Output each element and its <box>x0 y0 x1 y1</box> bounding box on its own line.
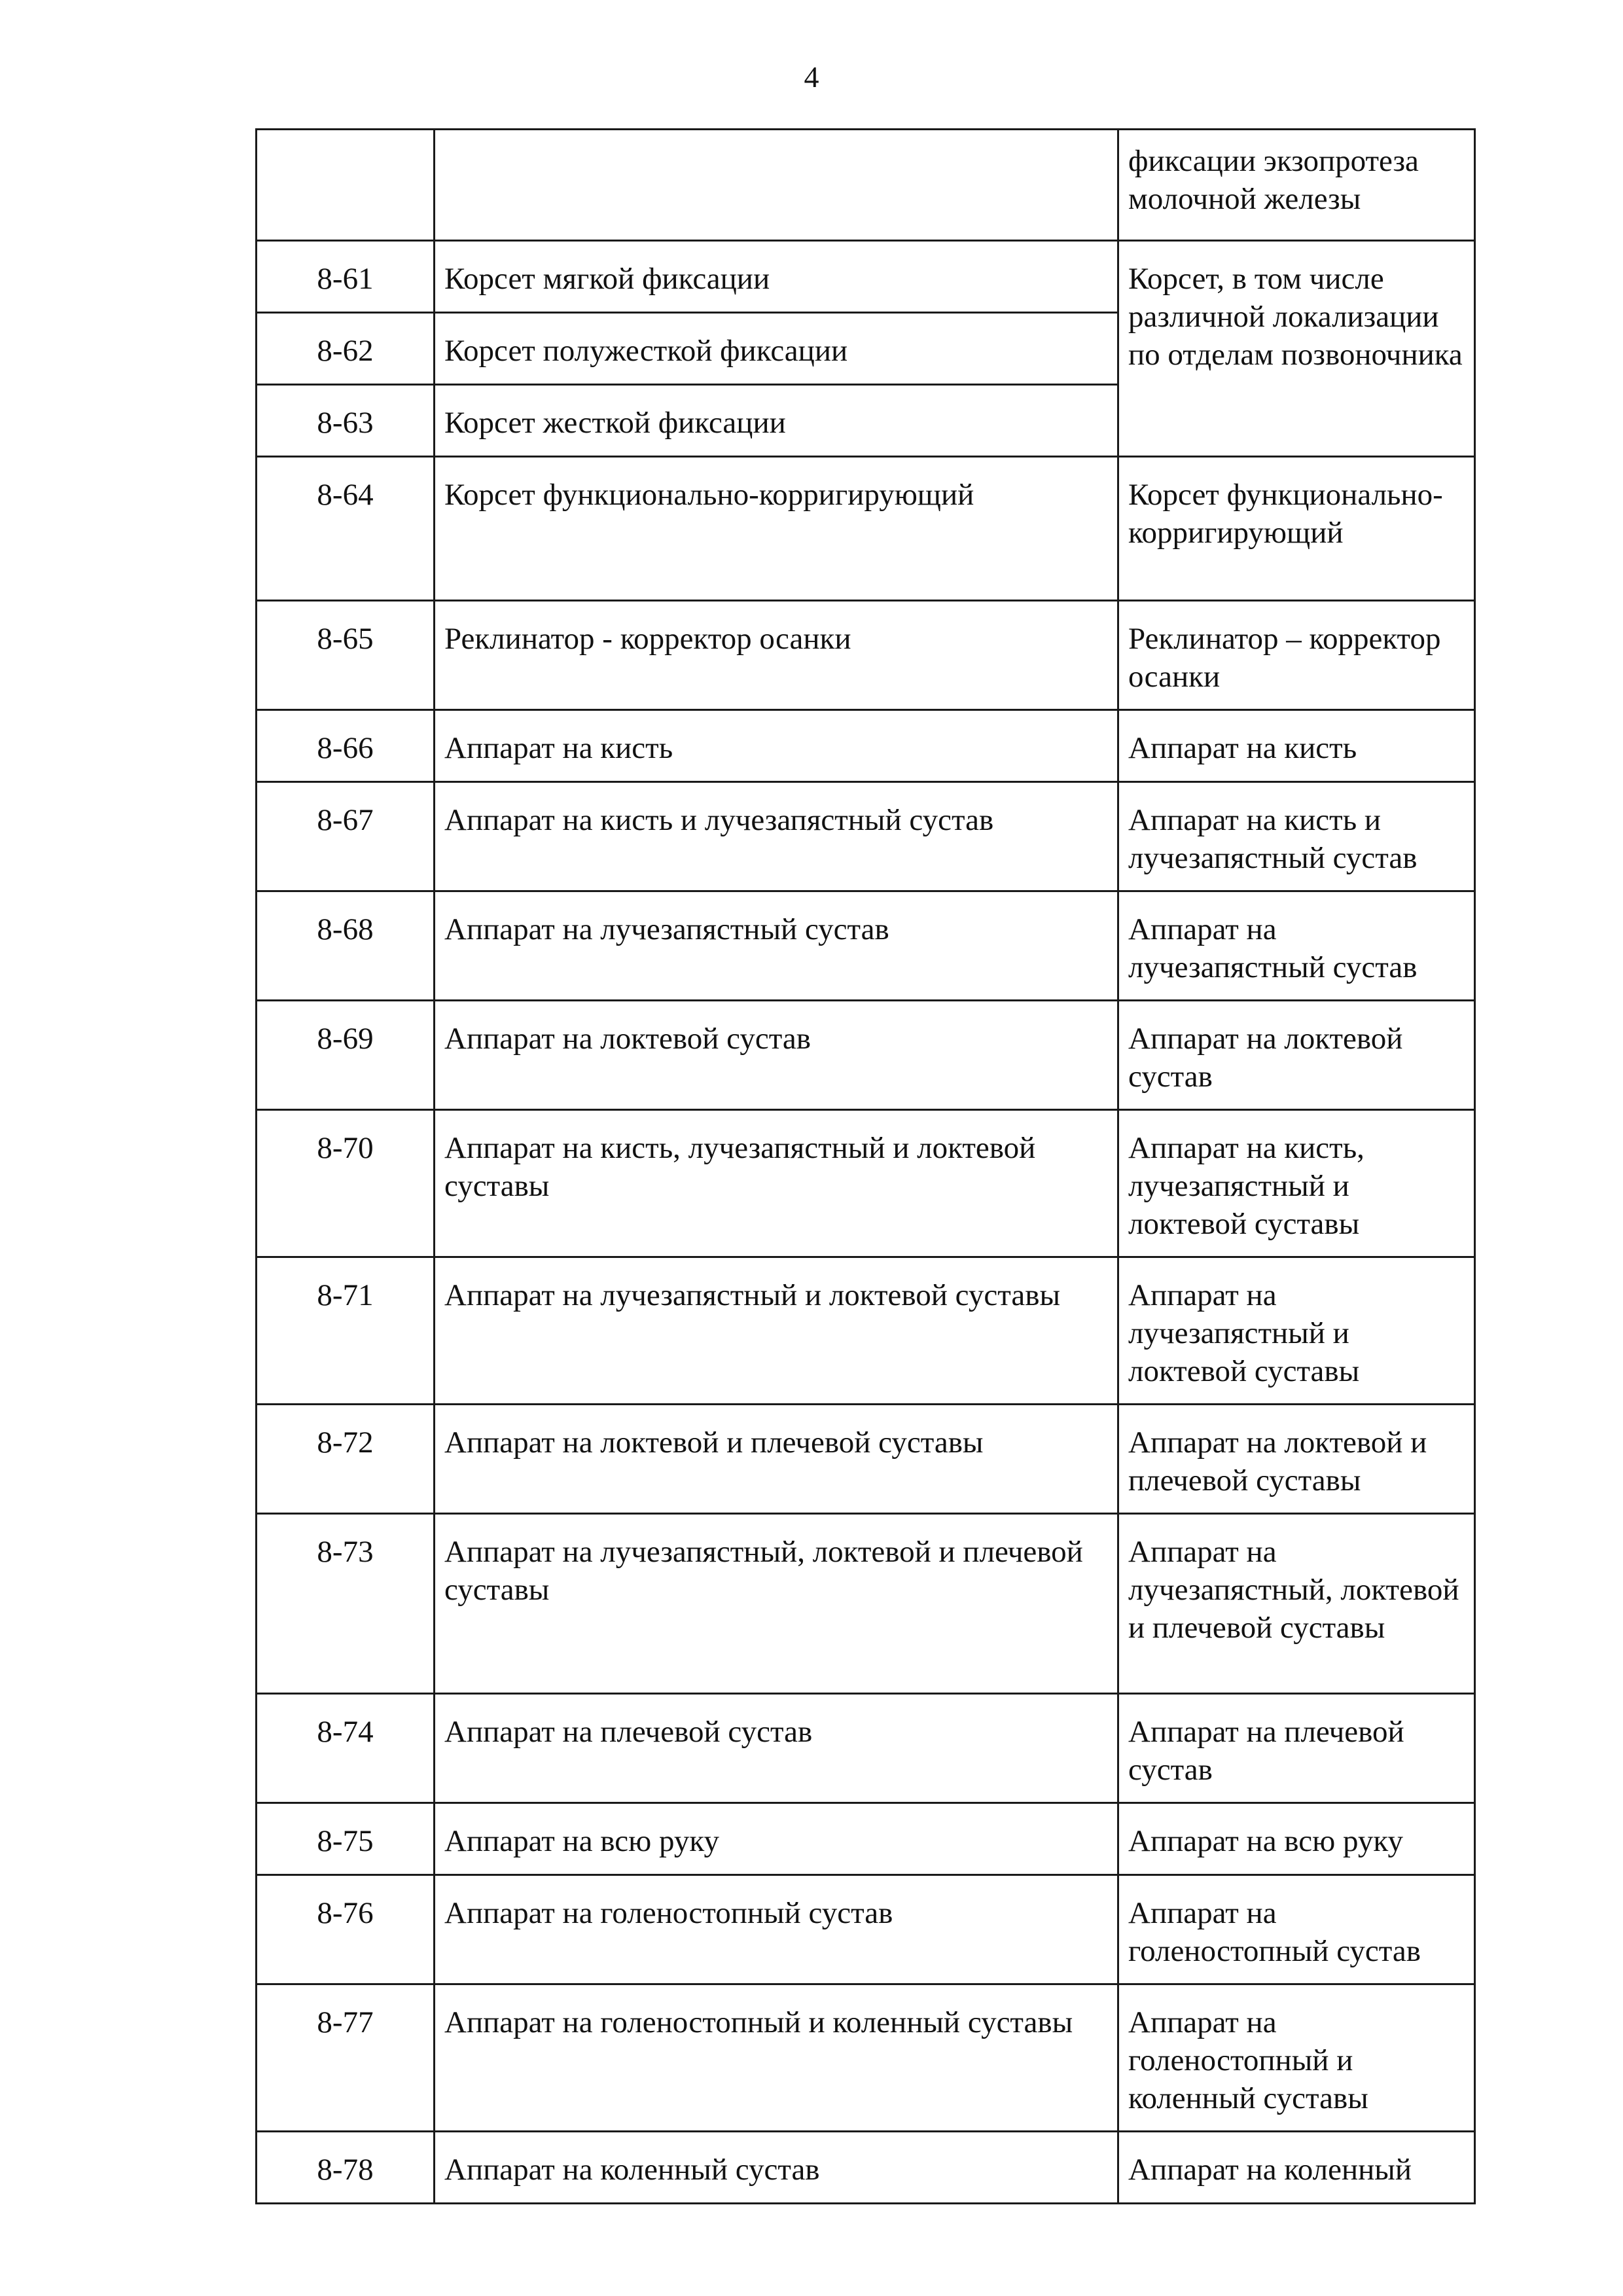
table-row <box>257 241 1475 313</box>
table-row <box>257 130 1475 241</box>
table-row <box>257 601 1475 710</box>
cell-name <box>435 130 1118 241</box>
cell-device-type: Аппарат на всю руку <box>1118 1803 1475 1875</box>
cell-device-type: Аппарат на лучезапястный, локтевой и плечевой суставы <box>1118 1514 1475 1694</box>
page-number: 4 <box>804 60 819 94</box>
cell-code: 8-73 <box>257 1514 435 1694</box>
cell-name: Аппарат на лучезапястный, локтевой и плечевой суставы <box>435 1514 1118 1694</box>
cell-device-type: Аппарат на голеностопный сустав <box>1118 1875 1475 1984</box>
cell-device-type: Аппарат на коленный <box>1118 2132 1475 2204</box>
table-row <box>257 457 1475 601</box>
cell-device-type: Аппарат на локтевой сустав <box>1118 1001 1475 1110</box>
cell-code: 8-63 <box>257 385 435 457</box>
table-body <box>257 130 1475 2204</box>
cell-name: Аппарат на лучезапястный и локтевой суставы <box>435 1257 1118 1405</box>
cell-code: 8-78 <box>257 2132 435 2204</box>
cell-name: Корсет мягкой фиксации <box>435 241 1118 313</box>
cell-name: Аппарат на кисть, лучезапястный и локтевой суставы <box>435 1110 1118 1257</box>
table-row <box>257 1001 1475 1110</box>
table-row <box>257 1257 1475 1405</box>
cell-device-type: Аппарат на кисть <box>1118 710 1475 782</box>
table-row <box>257 1694 1475 1803</box>
cell-name: Аппарат на всю руку <box>435 1803 1118 1875</box>
cell-code: 8-69 <box>257 1001 435 1110</box>
cell-code: 8-61 <box>257 241 435 313</box>
cell-code: 8-70 <box>257 1110 435 1257</box>
table-row <box>257 891 1475 1001</box>
cell-device-type: Аппарат на лучезапястный и локтевой суставы <box>1118 1257 1475 1405</box>
table-row <box>257 1514 1475 1694</box>
cell-device-type: Аппарат на кисть, лучезапястный и локтевой суставы <box>1118 1110 1475 1257</box>
cell-name: Корсет функционально-корригирующий <box>435 457 1118 601</box>
table-row <box>257 710 1475 782</box>
cell-name: Аппарат на кисть и лучезапястный сустав <box>435 782 1118 891</box>
cell-name: Корсет полужесткой фиксации <box>435 313 1118 385</box>
cell-device-type: Аппарат на кисть и лучезапястный сустав <box>1118 782 1475 891</box>
cell-device-type: Аппарат на плечевой сустав <box>1118 1694 1475 1803</box>
cell-code: 8-77 <box>257 1984 435 2132</box>
cell-device-type: Корсет функционально-корригирующий <box>1118 457 1475 601</box>
table-row <box>257 1405 1475 1514</box>
cell-name: Аппарат на локтевой сустав <box>435 1001 1118 1110</box>
cell-device-type: Реклинатор – корректор осанки <box>1118 601 1475 710</box>
cell-device-type: фиксации экзопротеза молочной железы <box>1118 130 1475 241</box>
table-row <box>257 1984 1475 2132</box>
cell-code <box>257 130 435 241</box>
cell-name: Аппарат на голеностопный и коленный суставы <box>435 1984 1118 2132</box>
cell-code: 8-65 <box>257 601 435 710</box>
cell-code: 8-71 <box>257 1257 435 1405</box>
cell-code: 8-76 <box>257 1875 435 1984</box>
cell-name: Аппарат на коленный сустав <box>435 2132 1118 2204</box>
table-row <box>257 1803 1475 1875</box>
table-row <box>257 1110 1475 1257</box>
cell-device-type: Аппарат на локтевой и плечевой суставы <box>1118 1405 1475 1514</box>
table-row <box>257 782 1475 891</box>
cell-code: 8-72 <box>257 1405 435 1514</box>
cell-code: 8-75 <box>257 1803 435 1875</box>
cell-name: Аппарат на голеностопный сустав <box>435 1875 1118 1984</box>
cell-device-type: Корсет, в том числе различной локализации по отделам позвоночника <box>1118 241 1475 457</box>
table-row <box>257 1875 1475 1984</box>
cell-name: Аппарат на лучезапястный сустав <box>435 891 1118 1001</box>
cell-name: Аппарат на кисть <box>435 710 1118 782</box>
cell-name: Реклинатор - корректор осанки <box>435 601 1118 710</box>
cell-name: Аппарат на локтевой и плечевой суставы <box>435 1405 1118 1514</box>
cell-device-type: Аппарат на лучезапястный сустав <box>1118 891 1475 1001</box>
cell-code: 8-66 <box>257 710 435 782</box>
cell-code: 8-62 <box>257 313 435 385</box>
cell-name: Корсет жесткой фиксации <box>435 385 1118 457</box>
cell-device-type: Аппарат на голеностопный и коленный суставы <box>1118 1984 1475 2132</box>
cell-code: 8-68 <box>257 891 435 1001</box>
table-row <box>257 2132 1475 2204</box>
cell-code: 8-64 <box>257 457 435 601</box>
cell-code: 8-74 <box>257 1694 435 1803</box>
device-table <box>255 128 1476 2204</box>
cell-name: Аппарат на плечевой сустав <box>435 1694 1118 1803</box>
cell-code: 8-67 <box>257 782 435 891</box>
